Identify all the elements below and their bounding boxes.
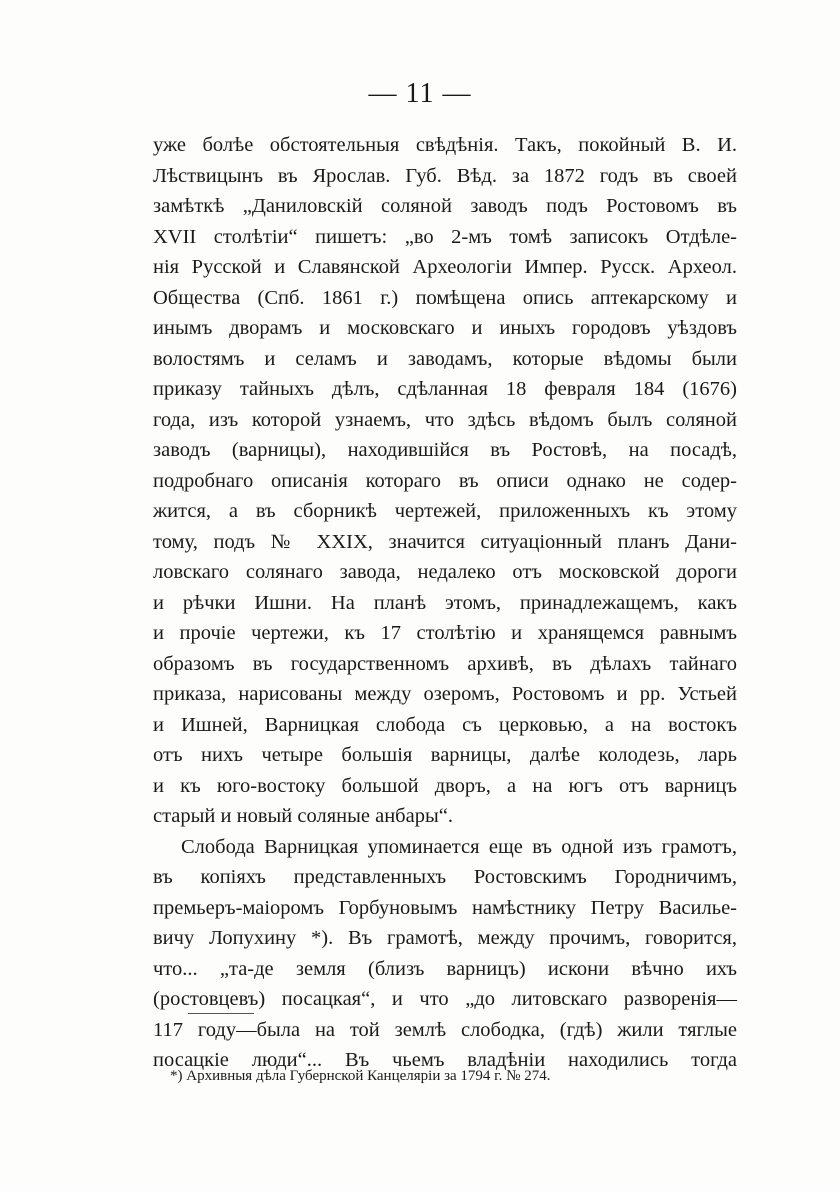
text-line: тому, подъ № XXIX, значится ситуаціонный планъ Дани- — [153, 530, 737, 553]
text-line: (ростовцевъ) посацкая“, и что „до литовскаго разворенія— — [153, 988, 737, 1010]
text-line: жится, а въ сборникѣ чертежей, приложенныхъ къ этому — [153, 500, 737, 522]
text-line: въ копіяхъ представленныхъ Ростовскимъ Городничимъ, — [153, 866, 737, 888]
text-line: премьеръ-маіоромъ Горбуновымъ намѣстнику Петру Василье- — [153, 896, 737, 919]
text-line: волостямъ и селамъ и заводамъ, которые вѣдомы были — [153, 347, 737, 370]
text-line: вичу Лопухину *). Въ грамотѣ, между прочимъ, говорится, — [153, 927, 737, 949]
text-line: и къ юго-востоку большой дворъ, а на югъ отъ варницъ — [153, 774, 737, 797]
text-line: отъ нихъ четыре большія варницы, далѣе колодезь, ларь — [153, 744, 737, 766]
text-line: Общества (Спб. 1861 г.) помѣщена опись аптекарскому и — [153, 286, 737, 309]
text-line: подробнаго описанія котораго въ описи однако не содер- — [153, 469, 737, 492]
footnote-divider — [188, 1013, 254, 1014]
text-line: приказа, нарисованы между озеромъ, Ростовомъ и рр. Устьей — [153, 683, 737, 705]
text-line: и прочіе чертежи, къ 17 столѣтію и хранящемся равнымъ — [153, 622, 737, 644]
text-line: Лѣствицынъ въ Ярослав. Губ. Вѣд. за 1872 годъ въ своей — [153, 164, 737, 187]
text-line: уже болѣе обстоятельныя свѣдѣнія. Такъ, покойный В. И. — [153, 134, 737, 156]
text-line: нія Русской и Славянской Археологіи Импер. Русск. Археол. — [153, 256, 737, 278]
footnote: *) Архивныя дѣла Губернской Канцеляріи за 1794 г. № 274. — [170, 1068, 551, 1084]
text-line: XVII столѣтіи“ пишетъ: „во 2-мъ томѣ записокъ Отдѣле- — [153, 225, 737, 248]
text-line: замѣткѣ „Даниловскій соляной заводъ подъ Ростовомъ въ — [153, 195, 737, 217]
text-line-paragraph-start: Слобода Варницкая упоминается еще въ одной изъ грамотъ, — [181, 835, 737, 858]
body-text — [153, 130, 737, 1076]
page-number: — 11 — — [368, 78, 472, 109]
text-line: образомъ въ государственномъ архивѣ, въ дѣлахъ тайнаго — [153, 652, 737, 675]
text-line: года, изъ которой узнаемъ, что здѣсь вѣдомъ былъ соляной — [153, 408, 737, 431]
text-line: приказу тайныхъ дѣлъ, сдѣланная 18 февраля 184 (1676) — [153, 378, 737, 400]
text-line: что... „та-де земля (близъ варницъ) искони вѣчно ихъ — [153, 957, 737, 980]
text-line: и рѣчки Ишни. На планѣ этомъ, принадлежащемъ, какъ — [153, 591, 737, 614]
text-line: посацкіе люди“... Въ чьемъ владѣніи находились тогда — [153, 1049, 737, 1071]
text-line-paragraph-end: старый и новый соляные анбары“. — [153, 805, 453, 827]
text-line: заводъ (варницы), находившійся въ Ростовѣ, на посадѣ, — [153, 439, 737, 461]
text-line: 117 году—была на той землѣ слободка, (гдѣ) жили тяглые — [153, 1018, 737, 1041]
text-line: инымъ дворамъ и московскаго и иныхъ городовъ уѣздовъ — [153, 317, 737, 339]
text-line: ловскаго солянаго завода, недалеко отъ московской дороги — [153, 561, 737, 583]
text-line: и Ишней, Варницкая слобода съ церковью, а на востокъ — [153, 713, 737, 736]
